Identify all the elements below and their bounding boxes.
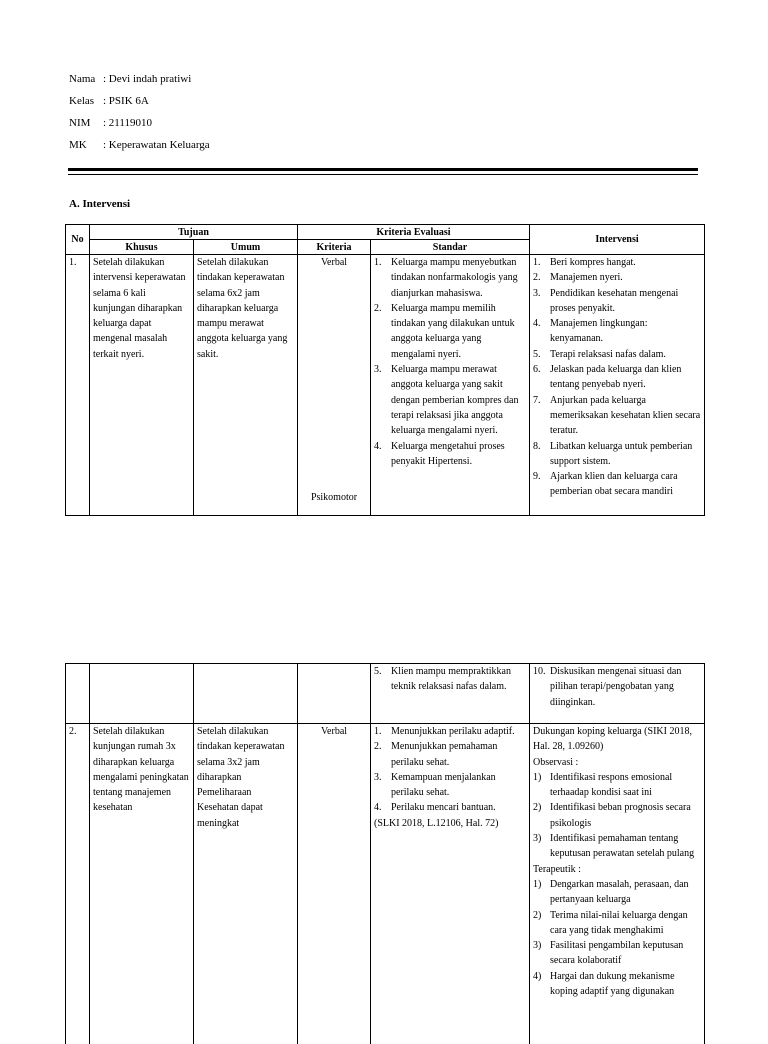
row1-cont-standar [371,664,530,724]
list-item: 4. Keluarga mengetahui proses penyakit Hipertensi. [374,440,505,467]
observasi-label: Observasi : [533,756,579,768]
row2-intervensi [530,724,705,1044]
row1-cont-umum [194,664,298,724]
header-row-1 [66,225,705,240]
table-row [66,255,705,516]
list-item: 9. Ajarkan klien dan keluarga cara pemberian obat secara mandiri [533,471,678,498]
row1-kriteria [298,255,371,516]
nama-value: : Devi indah pratiwi [103,73,192,85]
mk-value: : Keperawatan Keluarga [103,139,210,151]
row2-standar [371,724,530,1044]
list-item: 3) Fasilitasi pengambilan keputusan secara kolaboratif [533,940,684,967]
row1-cont-intervensi [530,664,705,724]
row2-standar-reference: (SLKI 2018, L.12106, Hal. 72) [374,817,499,829]
intervention-table-continued [65,663,705,1044]
list-item: 3. Keluarga mampu merawat anggota keluarga yang sakit dengan pemberian kompres dan terapi relaksasi jika anggota keluarga mengalami nyeri. [374,364,519,437]
list-item: 2. Manajemen nyeri. [533,272,623,284]
row1-kriteria-psikomotor: Psikomotor [310,492,358,503]
intervention-table [65,224,705,516]
list-item: 5. Klien mampu mempraktikkan teknik relaksasi nafas dalam. [374,666,511,693]
row1-kriteria-verbal: Verbal [320,257,348,268]
row1-cont-no [66,664,90,724]
terapeutik-label: Terapeutik : [533,863,581,875]
row2-umum: Setelah dilakukan tindakan keperawatan selama 3x2 jam diharapkan Pemeliharaan Kesehatan dapat meningkat [194,724,298,1044]
list-item: 4) Hargai dan dukung mekanisme koping adaptif yang digunakan [533,970,675,998]
list-item: 6. Jelaskan pada keluarga dan klien tentang penyebab nyeri. [533,364,682,391]
row1-cont-kriteria [298,664,371,724]
table-row [66,724,705,1044]
list-item: 1) Identifikasi respons emosional terhaadap kondisi saat ini [533,771,673,799]
header-no: No [66,225,90,255]
list-item: 4. Manajemen lingkungan: kenyamanan. [533,318,648,345]
kelas-value: : PSIK 6A [103,95,149,107]
list-item: 2) Identifikasi beban prognosis secara psikologis [533,802,691,829]
list-item: 3. Kemampuan menjalankan perilaku sehat. [374,771,496,799]
list-item: 7. Anjurkan pada keluarga memeriksakan kesehatan klien secara teratur. [533,394,701,437]
identity-nama [69,68,210,90]
header-umum: Umum [194,240,298,255]
row2-khusus: Setelah dilakukan kunjungan rumah 3x diharapkan keluarga mengalami peningkatan tentang manajemen kesehatan [90,724,194,1044]
list-item: 5. Terapi relaksasi nafas dalam. [533,348,666,360]
list-item: 10. Diskusikan mengenai situasi dan pilihan terapi/pengobatan yang diinginkan. [533,666,682,708]
list-item: 1) Dengarkan masalah, perasaan, dan pertanyaan keluarga [533,878,689,906]
header-kriteria-evaluasi: Kriteria Evaluasi [298,225,530,240]
row1-khusus: Setelah dilakukan intervensi keperawatan selama 6 kali kunjungan diharapkan keluarga dapat mengenal masalah terkait nyeri. [90,255,194,516]
header-tujuan: Tujuan [90,225,298,240]
header-standar: Standar [371,240,530,255]
row2-no: 2. [66,724,90,1044]
list-item: 2. Keluarga mampu memilih tindakan yang dilakukan untuk anggota keluarga yang mengalami nyeri. [374,302,515,360]
list-item: 3) Identifikasi pemahaman tentang keputusan perawatan setelah pulang [533,833,695,860]
row1-intervensi [530,255,705,516]
nim-value: : 21119010 [103,117,152,129]
nama-label: Nama [69,73,96,85]
identity-block [69,68,210,156]
list-item: 1. Keluarga mampu menyebutkan tindakan nonfarmakologis yang dianjurkan mahasiswa. [374,257,518,299]
list-item: 2. Menunjukkan pemahaman perilaku sehat. [374,741,498,768]
identity-kelas [69,90,210,112]
list-item: 1. Menunjukkan perilaku adaptif. [374,726,515,737]
header-divider-thick [68,168,698,171]
identity-mk [69,134,210,156]
row2-kriteria: Verbal [298,724,371,1044]
header-intervensi: Intervensi [530,225,705,255]
list-item: 1. Beri kompres hangat. [533,257,636,268]
mk-label: MK [69,139,87,151]
list-item: 8. Libatkan keluarga untuk pemberian support sistem. [533,440,693,467]
list-item: 4. Perilaku mencari bantuan. [374,802,496,814]
list-item: 2) Terima nilai-nilai keluarga dengan cara yang tidak menghakimi [533,909,688,936]
row1-no: 1. [66,255,90,516]
list-item: 3. Pendidikan kesehatan mengenai proses penyakit. [533,287,679,314]
header-khusus: Khusus [90,240,194,255]
header-kriteria: Kriteria [298,240,371,255]
header-divider-thin [68,174,698,175]
nim-label: NIM [69,117,91,129]
identity-nim [69,112,210,134]
row2-intervensi-title: Dukungan koping keluarga (SIKI 2018, Hal. 28, 1.09260) [533,726,692,753]
kelas-label: Kelas [69,95,95,107]
table-row [66,664,705,724]
section-title: A. Intervensi [69,198,131,210]
row1-cont-khusus [90,664,194,724]
row1-standar [371,255,530,516]
row1-umum: Setelah dilakukan tindakan keperawatan selama 6x2 jam diharapkan keluarga mampu merawat anggota keluarga yang sakit. [194,255,298,516]
